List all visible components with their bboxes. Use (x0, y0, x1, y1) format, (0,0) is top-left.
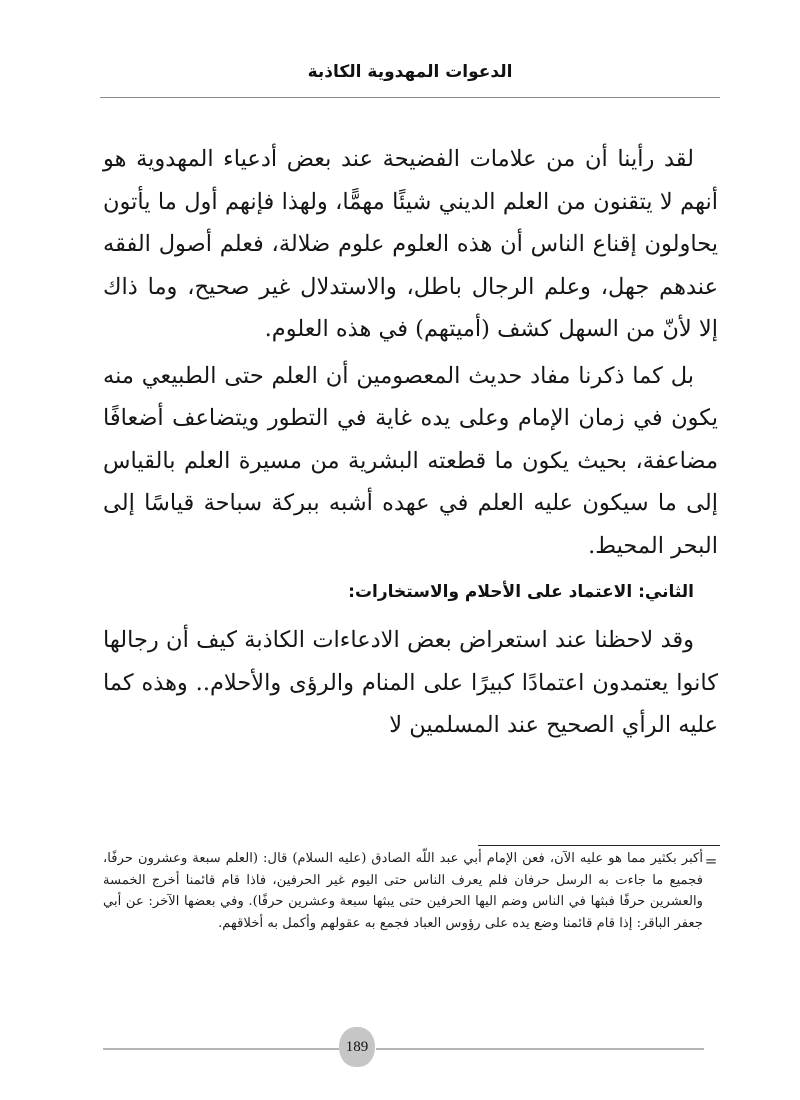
page-number-badge (339, 1027, 375, 1067)
footer-rule-left (103, 1048, 339, 1050)
footnote-separator (478, 845, 720, 846)
paragraph: لقد رأينا أن من علامات الفضيحة عند بعض أدعياء المهدوية هو أنهم لا يتقنون من العلم الديني شيئًا مهمًّا، ولهذا فإنهم أول ما يأتون يحاولون إقناع الناس أن هذه العلوم علوم ضلالة، فعلم أصول الفقه عندهم جهل، وعلم الرجال باطل، والاستدلال غير صحيح، وما ذاك إلا لأنّ من السهل كشف (أميتهم) في هذه العلوم. (103, 146, 718, 342)
paragraph: بل كما ذكرنا مفاد حديث المعصومين أن العلم حتى الطبيعي منه يكون في زمان الإمام وعلى يده غاية في التطور ويتضاعف أضعافًا مضاعفة، بحيث يكون ما قطعته البشرية من مسيرة العلم بالقياس إلى ما سيكون عليه العلم في عهده أشبه ببركة سباحة قياسًا إلى البحر المحيط. (103, 362, 718, 559)
page-number: 189 (345, 1038, 369, 1055)
footnote-continuation-marker: = (704, 852, 718, 870)
header-rule (100, 97, 720, 98)
footnote-text: أكبر بكثير مما هو عليه الآن، فعن الإمام أبي عبد اللّه الصادق (عليه السلام) قال: (العلم سبعة وعشرون حرفًا، فجميع ما جاءت به الرسل حرفان فلم يعرف الناس حتى اليوم غير الحرفين، فاذا قام قائمنا أخرج الخمسة والعشرين حرفًا فبثها في الناس وضم اليها الحرفين حتى يبثها سبعة وعشرين حرفًا). وفي بعضها الآخر: عن أبي جعفر الباقر: إذا قام قائمنا وضع يده على رؤوس العباد فجمع به عقولهم وأكمل به أخلاقهم. (103, 851, 703, 931)
paragraph: وقد لاحظنا عند استعراض بعض الادعاءات الكاذبة كيف أن رجالها كانوا يعتمدون اعتمادًا كبيرًا على المنام والرؤى والأحلام.. وهذه كما عليه الرأي الصحيح عند المسلمين لا (103, 627, 718, 738)
footer-rule-right (376, 1048, 704, 1050)
running-title: الدعوات المهدوية الكاذبة (307, 62, 513, 82)
main-text (103, 138, 718, 747)
section-subheading: الثاني: الاعتماد على الأحلام والاستخارات: (348, 582, 694, 602)
